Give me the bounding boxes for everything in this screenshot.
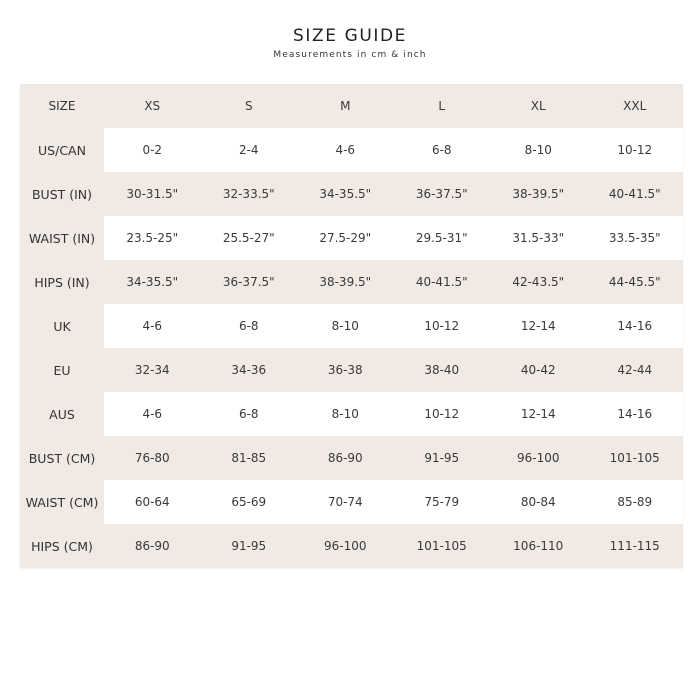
table-row-bust-in	[20, 172, 683, 216]
table-cell: 10-12	[394, 392, 491, 436]
table-cell: 60-64	[104, 480, 201, 524]
table-cell: 12-14	[490, 392, 587, 436]
row-label: UK	[53, 318, 71, 334]
table-cell: 96-100	[516, 451, 560, 465]
table-cell: 38-40	[424, 363, 460, 377]
table-cell: 33.5-35"	[587, 216, 684, 260]
table-cell: 36-37.5"	[222, 275, 275, 289]
row-label: EU	[53, 362, 71, 378]
table-cell: 75-79	[394, 480, 491, 524]
table-cell: 111-115	[609, 539, 660, 553]
table-cell: 4-6	[104, 304, 201, 348]
table-cell: 8-10	[297, 304, 394, 348]
table-cell: 25.5-27"	[201, 216, 298, 260]
table-cell: 6-8	[201, 304, 298, 348]
row-label: WAIST (CM)	[25, 494, 99, 510]
column-header-xs: XS	[144, 99, 161, 113]
table-cell: 40-41.5"	[608, 187, 661, 201]
table-row-hips-cm	[20, 524, 683, 568]
page-title: SIZE GUIDE	[292, 26, 408, 46]
table-cell: 10-12	[394, 304, 491, 348]
table-cell: 65-69	[201, 480, 298, 524]
column-header-l: L	[438, 99, 446, 113]
size-guide-table	[20, 84, 683, 568]
table-header-row	[20, 84, 683, 128]
table-cell: 2-4	[201, 128, 298, 172]
row-label: BUST (IN)	[31, 186, 93, 202]
column-header-xxl: XXL	[623, 99, 647, 113]
table-cell: 36-37.5"	[415, 187, 468, 201]
table-cell: 38-39.5"	[512, 187, 565, 201]
column-header-s: S	[244, 99, 253, 113]
row-label: BUST (CM)	[28, 450, 96, 466]
table-cell: 34-36	[231, 363, 267, 377]
table-cell: 34-35.5"	[319, 187, 372, 201]
table-cell: 4-6	[297, 128, 394, 172]
table-cell: 32-34	[134, 363, 170, 377]
table-cell: 27.5-29"	[297, 216, 394, 260]
table-cell: 86-90	[134, 539, 170, 553]
column-header-m: M	[340, 99, 351, 113]
table-cell: 23.5-25"	[104, 216, 201, 260]
table-cell: 81-85	[231, 451, 267, 465]
table-cell: 4-6	[104, 392, 201, 436]
table-cell: 12-14	[490, 304, 587, 348]
table-row-waist-in	[20, 216, 683, 260]
table-row-bust-cm	[20, 436, 683, 480]
table-cell: 31.5-33"	[490, 216, 587, 260]
table-row-uk	[20, 304, 683, 348]
table-cell: 70-74	[297, 480, 394, 524]
column-header-xl: XL	[530, 99, 546, 113]
table-cell: 42-43.5"	[512, 275, 565, 289]
table-cell: 8-10	[490, 128, 587, 172]
table-cell: 40-42	[520, 363, 556, 377]
table-cell: 36-38	[327, 363, 363, 377]
table-cell: 8-10	[297, 392, 394, 436]
table-cell: 85-89	[587, 480, 684, 524]
table-cell: 14-16	[587, 392, 684, 436]
row-label: US/CAN	[38, 142, 86, 158]
table-cell: 30-31.5"	[126, 187, 179, 201]
table-cell: 80-84	[490, 480, 587, 524]
row-label: WAIST (IN)	[28, 230, 96, 246]
table-cell: 76-80	[134, 451, 170, 465]
table-cell: 10-12	[587, 128, 684, 172]
table-row-waist-cm	[20, 480, 683, 524]
table-cell: 42-44	[617, 363, 653, 377]
table-cell: 91-95	[231, 539, 267, 553]
table-cell: 106-110	[513, 539, 564, 553]
table-cell: 44-45.5"	[608, 275, 661, 289]
table-cell: 14-16	[587, 304, 684, 348]
table-cell: 96-100	[323, 539, 367, 553]
table-cell: 34-35.5"	[126, 275, 179, 289]
column-header-size: SIZE	[48, 99, 76, 113]
table-row-eu	[20, 348, 683, 392]
table-row-us-can	[20, 128, 683, 172]
table-cell: 91-95	[424, 451, 460, 465]
table-row-aus	[20, 392, 683, 436]
table-cell: 40-41.5"	[415, 275, 468, 289]
table-cell: 6-8	[394, 128, 491, 172]
table-cell: 101-105	[416, 539, 467, 553]
row-label: HIPS (IN)	[34, 274, 90, 290]
row-label: HIPS (CM)	[31, 538, 93, 554]
table-cell: 32-33.5"	[222, 187, 275, 201]
table-cell: 0-2	[104, 128, 201, 172]
page-subtitle: Measurements in cm & inch	[273, 50, 427, 60]
table-cell: 86-90	[327, 451, 363, 465]
row-label: AUS	[49, 406, 75, 422]
table-cell: 101-105	[609, 451, 660, 465]
table-cell: 38-39.5"	[319, 275, 372, 289]
table-cell: 29.5-31"	[394, 216, 491, 260]
table-row-hips-in	[20, 260, 683, 304]
table-cell: 6-8	[201, 392, 298, 436]
